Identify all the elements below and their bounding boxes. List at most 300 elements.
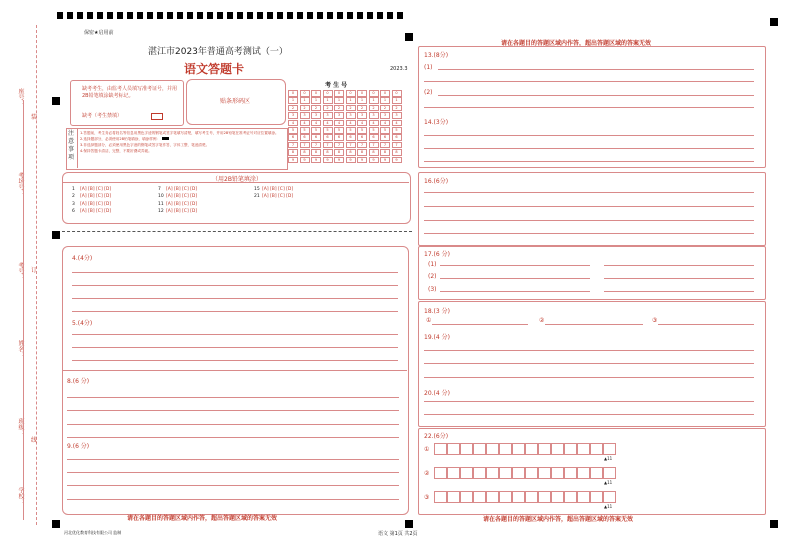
exam-digit-bubble[interactable]: 5 [369, 127, 379, 134]
right-warning-top: 请在各题目的答题区域内作答，超出答题区域的答案无效 [501, 40, 652, 47]
timing-mark [367, 12, 373, 19]
exam-digit-bubble[interactable]: 9 [334, 157, 344, 164]
writing-line[interactable] [72, 272, 398, 273]
exam-digit-bubble[interactable]: 2 [334, 105, 344, 112]
exam-digit-bubble[interactable]: 3 [288, 112, 298, 119]
choice-number: 11 [158, 201, 164, 207]
exam-digit-bubble[interactable]: 9 [323, 157, 333, 164]
exam-digit-bubble[interactable]: 8 [334, 149, 344, 156]
writing-line[interactable] [424, 161, 754, 162]
exam-digit-bubble[interactable]: 5 [357, 127, 367, 134]
writing-line[interactable] [72, 285, 398, 286]
choice-number: 1 [72, 187, 75, 192]
choice-number: 21 [254, 194, 260, 200]
publisher: 河北优化教育科技有限公司 监制 [64, 530, 122, 535]
grid-cell[interactable] [434, 443, 447, 455]
timing-mark [87, 12, 93, 19]
grid-cell[interactable] [460, 443, 473, 455]
notice-item-2: 2.选择题部分，必须使用2B铅笔填涂，填涂样例： [80, 136, 284, 142]
registration-mark [52, 520, 60, 528]
exam-digit-bubble[interactable]: 0 [300, 90, 310, 97]
question-19-label: 19.(4 分) [424, 334, 450, 341]
grid-cell[interactable] [499, 443, 512, 455]
exam-digit-bubble[interactable]: 3 [300, 112, 310, 119]
exam-digit-bubble[interactable]: 1 [357, 97, 367, 104]
exam-digit-bubble[interactable]: 4 [288, 120, 298, 127]
exam-digit-bubble[interactable]: 2 [369, 105, 379, 112]
timing-mark [377, 12, 383, 19]
exam-digit-bubble[interactable]: 1 [369, 97, 379, 104]
grid-cell[interactable] [564, 491, 577, 503]
absent-note: 缺考考生，由监考人员填写准考证号，并用2B铅笔填涂缺考标记。 [82, 86, 178, 99]
exam-digit-bubble[interactable]: 1 [323, 97, 333, 104]
grid-cell[interactable] [434, 491, 447, 503]
exam-number-label: 考 生 号 [325, 82, 348, 89]
timing-mark [157, 12, 163, 19]
registration-mark [52, 97, 60, 105]
question-13-part-2: (2) [424, 89, 433, 96]
writing-line[interactable] [440, 278, 590, 279]
choice-options[interactable]: [A] [B] [C] [D] [80, 194, 112, 200]
exam-digit-bubble[interactable]: 5 [311, 127, 321, 134]
exam-digit-bubble[interactable]: 1 [288, 97, 298, 104]
grid-cell[interactable] [473, 443, 486, 455]
choice-options[interactable]: [A] [B] [C] [D] [80, 187, 112, 192]
grid-cell[interactable] [486, 443, 499, 455]
seal-char-ding: 订 [31, 267, 38, 274]
exam-digit-bubble[interactable]: 8 [300, 149, 310, 156]
exam-digit-bubble[interactable]: 5 [323, 127, 333, 134]
exam-digit-bubble[interactable]: 3 [346, 112, 356, 119]
writing-line[interactable] [67, 499, 399, 500]
answer-box-16 [418, 172, 766, 246]
question-18-part-1: ① [426, 317, 432, 324]
grid-cell[interactable] [499, 491, 512, 503]
writing-line[interactable] [424, 414, 754, 415]
timing-mark [307, 12, 313, 19]
choice-row[interactable] [72, 194, 111, 199]
exam-digit-bubble[interactable]: 0 [346, 90, 356, 97]
exam-digit-bubble[interactable]: 4 [311, 120, 321, 127]
choice-options[interactable]: [A] [B] [C] [D] [80, 208, 112, 214]
grid-cell[interactable] [577, 443, 590, 455]
writing-line[interactable] [67, 424, 399, 425]
timing-mark [97, 12, 103, 19]
choice-row[interactable] [72, 187, 111, 192]
exam-digit-bubble[interactable]: 3 [323, 112, 333, 119]
timing-mark [107, 12, 113, 19]
writing-line[interactable] [604, 265, 754, 266]
exam-digit-bubble[interactable]: 1 [334, 97, 344, 104]
exam-digit-bubble[interactable]: 3 [311, 112, 321, 119]
question-9-label: 9.(6 分) [67, 443, 90, 450]
exam-digit-bubble[interactable]: 4 [300, 120, 310, 127]
writing-line[interactable] [72, 334, 398, 335]
exam-digit-bubble[interactable]: 6 [323, 134, 333, 141]
answer-box-18-20 [418, 301, 766, 427]
question-17-part-1: (1) [428, 261, 437, 268]
exam-digit-bubble[interactable]: 7 [323, 142, 333, 149]
grid-cell[interactable] [564, 467, 577, 479]
choice-row[interactable] [158, 194, 197, 199]
exam-digit-bubble[interactable]: 7 [300, 142, 310, 149]
seal-char-zhuang: 装 [31, 114, 38, 121]
question-5-label: 5.(4分) [72, 320, 93, 327]
grid-cell[interactable] [603, 443, 616, 455]
choice-number: 12 [158, 208, 164, 214]
timing-mark [267, 12, 273, 19]
binding-line [36, 25, 37, 525]
question-22-row-2: ② [424, 470, 430, 477]
exam-digit-bubble[interactable]: 8 [357, 149, 367, 156]
exam-digit-bubble[interactable]: 7 [288, 142, 298, 149]
exam-digit-bubble[interactable]: 4 [357, 120, 367, 127]
exam-digit-bubble[interactable]: 0 [311, 90, 321, 97]
question-22-row-3: ③ [424, 494, 430, 501]
choice-row[interactable] [254, 194, 293, 199]
exam-digit-bubble[interactable]: 5 [380, 127, 390, 134]
choice-options[interactable]: [A] [B] [C] [D] [262, 187, 294, 192]
notice-title: 注意事项 [68, 130, 75, 161]
choice-row[interactable] [158, 209, 197, 214]
binding-label-exam-id: 考号： [17, 262, 24, 280]
exam-digit-bubble[interactable]: 4 [346, 120, 356, 127]
timing-mark [77, 12, 83, 19]
exam-digit-bubble[interactable]: 3 [380, 112, 390, 119]
writing-line[interactable] [438, 95, 754, 96]
grid-cell[interactable] [577, 491, 590, 503]
writing-line[interactable] [604, 278, 754, 279]
question-17-part-2: (2) [428, 273, 437, 280]
exam-digit-bubble[interactable]: 9 [311, 157, 321, 164]
registration-mark [52, 231, 60, 239]
exam-digit-bubble[interactable]: 9 [357, 157, 367, 164]
writing-line[interactable] [424, 135, 754, 136]
exam-digit-bubble[interactable]: 2 [311, 105, 321, 112]
choice-options[interactable]: [A] [B] [C] [D] [166, 194, 198, 200]
grid-cell[interactable] [551, 491, 564, 503]
exam-digit-bubble[interactable]: 2 [380, 105, 390, 112]
timing-mark [127, 12, 133, 19]
grid-cell[interactable] [538, 443, 551, 455]
grid-cell[interactable] [473, 467, 486, 479]
writing-line[interactable] [424, 363, 754, 364]
writing-line[interactable] [424, 192, 754, 193]
exam-digit-bubble[interactable]: 6 [300, 134, 310, 141]
grid-cell[interactable] [447, 467, 460, 479]
timing-mark [397, 12, 403, 19]
timing-mark [247, 12, 253, 19]
timing-mark [237, 12, 243, 19]
notice-item-1: 1.答题前，考生务必将姓名等信息用黑色字迹的钢笔或签字笔填写清楚，填写考生号，并用2B铅笔在准考证号对应位置填涂。 [80, 131, 279, 135]
grid-cell[interactable] [564, 443, 577, 455]
grid-cell[interactable] [512, 467, 525, 479]
choice-options[interactable]: [A] [B] [C] [D] [166, 187, 198, 192]
exam-digit-bubble[interactable]: 3 [334, 112, 344, 119]
question-22-row-1: ① [424, 446, 430, 453]
notice-item-4: 4.保持答题卡清洁，完整，不要折叠或弄破。 [80, 149, 152, 153]
exam-digit-bubble[interactable]: 1 [392, 97, 402, 104]
choice-options[interactable]: [A] [B] [C] [D] [166, 208, 198, 214]
grid-cell[interactable] [525, 467, 538, 479]
choice-number: 15 [254, 187, 260, 192]
writing-line[interactable] [72, 347, 398, 348]
writing-line[interactable] [604, 291, 754, 292]
grid-cell[interactable] [603, 467, 616, 479]
exam-digit-bubble[interactable]: 8 [323, 149, 333, 156]
exam-digit-bubble[interactable]: 8 [369, 149, 379, 156]
divider [62, 370, 407, 371]
writing-line[interactable] [67, 485, 399, 486]
footer-warning-right: 请在各题目的答题区域内作答，超出答题区域的答案无效 [483, 516, 634, 523]
writing-line[interactable] [424, 206, 754, 207]
exam-digit-bubble[interactable]: 2 [346, 105, 356, 112]
grid-cell[interactable] [551, 467, 564, 479]
grid-cell[interactable] [590, 491, 603, 503]
binding-label-class: 班级： [17, 418, 24, 436]
exam-digit-bubble[interactable]: 2 [300, 105, 310, 112]
writing-line[interactable] [424, 107, 754, 108]
timing-mark [347, 12, 353, 19]
grid-cell[interactable] [525, 443, 538, 455]
timing-mark [57, 12, 63, 19]
exam-digit-bubble[interactable]: 1 [300, 97, 310, 104]
exam-digit-bubble[interactable]: 9 [288, 157, 298, 164]
exam-digit-bubble[interactable]: 3 [357, 112, 367, 119]
grid-cell[interactable] [512, 491, 525, 503]
exam-digit-bubble[interactable]: 0 [334, 90, 344, 97]
choice-row[interactable] [254, 187, 293, 192]
choice-items [72, 187, 402, 219]
exam-digit-bubble[interactable]: 4 [369, 120, 379, 127]
exam-digit-bubble[interactable]: 1 [311, 97, 321, 104]
choice-row[interactable] [72, 202, 111, 207]
grid-count-3: ▲11 [604, 504, 613, 509]
exam-digit-bubble[interactable]: 9 [346, 157, 356, 164]
grid-cell[interactable] [538, 491, 551, 503]
choice-number: 6 [72, 208, 75, 214]
exam-digit-bubble[interactable]: 2 [392, 105, 402, 112]
grid-count-1: ▲11 [604, 456, 613, 461]
grid-cell[interactable] [551, 443, 564, 455]
exam-digit-bubble[interactable]: 4 [392, 120, 402, 127]
exam-digit-bubble[interactable]: 0 [357, 90, 367, 97]
grid-cell[interactable] [499, 467, 512, 479]
exam-digit-bubble[interactable]: 4 [334, 120, 344, 127]
timing-mark [297, 12, 303, 19]
writing-line[interactable] [438, 69, 754, 70]
answer-box-left [62, 246, 409, 515]
question-18-part-2: ② [539, 317, 545, 324]
choice-options[interactable]: [A] [B] [C] [D] [262, 194, 294, 200]
choice-number: 3 [72, 201, 75, 207]
writing-line[interactable] [67, 410, 399, 411]
timing-mark [277, 12, 283, 19]
exam-digit-bubble[interactable]: 9 [380, 157, 390, 164]
exam-digit-bubble[interactable]: 1 [380, 97, 390, 104]
question-17-label: 17.(6 分) [424, 251, 450, 258]
question-18-label: 18.(3 分) [424, 308, 450, 315]
exam-digit-bubble[interactable]: 5 [392, 127, 402, 134]
exam-digit-bubble[interactable]: 6 [311, 134, 321, 141]
timing-mark [287, 12, 293, 19]
grid-cell[interactable] [577, 467, 590, 479]
writing-line[interactable] [72, 311, 398, 312]
grid-cell[interactable] [447, 491, 460, 503]
page-number: 语文 第1页 共2页 [378, 531, 418, 537]
grid-cell[interactable] [590, 443, 603, 455]
timing-mark [387, 12, 393, 19]
exam-number-grid[interactable] [288, 90, 406, 166]
footer-warning-left: 请在各题目的答题区域内作答，超出答题区域的答案无效 [127, 515, 278, 522]
writing-line[interactable] [67, 472, 399, 473]
exam-digit-bubble[interactable]: 4 [380, 120, 390, 127]
writing-line[interactable] [67, 397, 399, 398]
choice-row[interactable] [72, 209, 111, 214]
exam-digit-bubble[interactable]: 6 [392, 134, 402, 141]
exam-digit-bubble[interactable]: 4 [323, 120, 333, 127]
grid-cell[interactable] [603, 491, 616, 503]
exam-digit-bubble[interactable]: 9 [392, 157, 402, 164]
binding-label-room: 考场号： [17, 172, 24, 196]
exam-digit-bubble[interactable]: 6 [357, 134, 367, 141]
exam-digit-bubble[interactable]: 8 [346, 149, 356, 156]
exam-digit-bubble[interactable]: 5 [288, 127, 298, 134]
exam-digit-bubble[interactable]: 6 [334, 134, 344, 141]
exam-digit-bubble[interactable]: 7 [369, 142, 379, 149]
writing-line[interactable] [72, 298, 398, 299]
writing-line[interactable] [67, 459, 399, 460]
question-17-part-3: (3) [428, 286, 437, 293]
exam-digit-bubble[interactable]: 3 [392, 112, 402, 119]
exam-digit-bubble[interactable]: 6 [369, 134, 379, 141]
exam-digit-bubble[interactable]: 0 [288, 90, 298, 97]
timing-mark [147, 12, 153, 19]
question-8-label: 8.(6 分) [67, 378, 90, 385]
registration-mark [405, 33, 413, 41]
exam-digit-bubble[interactable]: 7 [380, 142, 390, 149]
exam-digit-bubble[interactable]: 8 [288, 149, 298, 156]
grid-cell[interactable] [590, 467, 603, 479]
timing-mark [357, 12, 363, 19]
writing-line[interactable] [67, 437, 399, 438]
exam-digit-bubble[interactable]: 8 [311, 149, 321, 156]
choice-row[interactable] [158, 187, 197, 192]
choice-options[interactable]: [A] [B] [C] [D] [80, 201, 112, 207]
writing-line[interactable] [432, 324, 528, 325]
grid-cell[interactable] [460, 491, 473, 503]
seal-char-line: 线 [31, 437, 38, 444]
choice-options[interactable]: [A] [B] [C] [D] [166, 201, 198, 207]
choice-title: （用2B铅笔填涂） [212, 176, 262, 183]
exam-digit-bubble[interactable]: 8 [380, 149, 390, 156]
question-22-label: 22.(6分) [424, 433, 449, 440]
exam-digit-bubble[interactable]: 0 [392, 90, 402, 97]
writing-line[interactable] [424, 377, 754, 378]
question-4-label: 4.(4分) [72, 255, 93, 262]
writing-line[interactable] [440, 291, 590, 292]
writing-line[interactable] [424, 220, 754, 221]
exam-digit-bubble[interactable]: 2 [323, 105, 333, 112]
question-13-label: 13.(8分) [424, 52, 449, 59]
exam-digit-bubble[interactable]: 9 [300, 157, 310, 164]
writing-line[interactable] [424, 148, 754, 149]
registration-mark [770, 520, 778, 528]
grid-cell[interactable] [460, 467, 473, 479]
exam-date: 2023.3 [390, 66, 408, 72]
timing-mark [207, 12, 213, 19]
exam-digit-bubble[interactable]: 6 [346, 134, 356, 141]
binding-label-seat: 座号： [17, 88, 24, 106]
exam-digit-bubble[interactable]: 7 [357, 142, 367, 149]
registration-mark [770, 18, 778, 26]
exam-digit-bubble[interactable]: 9 [369, 157, 379, 164]
binding-label-school: 学校： [17, 487, 24, 505]
exam-digit-bubble[interactable]: 6 [380, 134, 390, 141]
grid-cell[interactable] [434, 467, 447, 479]
grid-cell[interactable] [538, 467, 551, 479]
barcode-label: 贴条形码区 [220, 98, 251, 105]
exam-digit-bubble[interactable]: 3 [369, 112, 379, 119]
timing-mark [257, 12, 263, 19]
exam-digit-bubble[interactable]: 6 [288, 134, 298, 141]
grid-count-2: ▲11 [604, 480, 613, 485]
question-20-label: 20.(4 分) [424, 390, 450, 397]
writing-line[interactable] [440, 265, 590, 266]
exam-digit-bubble[interactable]: 7 [334, 142, 344, 149]
exam-digit-bubble[interactable]: 0 [380, 90, 390, 97]
exam-digit-bubble[interactable]: 7 [346, 142, 356, 149]
grid-cell[interactable] [473, 491, 486, 503]
writing-line[interactable] [424, 233, 754, 234]
grid-cell[interactable] [486, 491, 499, 503]
secret-label: 保密★启用前 [84, 30, 114, 36]
binding-label-name: 姓名： [17, 340, 24, 358]
cut-line [62, 231, 412, 232]
grid-cell[interactable] [447, 443, 460, 455]
grid-cell[interactable] [486, 467, 499, 479]
exam-title: 湛江市2023年普通高考测试（一） [148, 47, 288, 57]
choice-row[interactable] [158, 202, 197, 207]
writing-line[interactable] [72, 360, 398, 361]
exam-digit-bubble[interactable]: 0 [369, 90, 379, 97]
grid-cell[interactable] [512, 443, 525, 455]
exam-digit-bubble[interactable]: 7 [392, 142, 402, 149]
writing-line[interactable] [424, 350, 754, 351]
writing-line[interactable] [424, 401, 754, 402]
timing-mark [177, 12, 183, 19]
exam-digit-bubble[interactable]: 8 [392, 149, 402, 156]
writing-line[interactable] [545, 324, 643, 325]
timing-mark [197, 12, 203, 19]
exam-digit-bubble[interactable]: 2 [357, 105, 367, 112]
exam-digit-bubble[interactable]: 1 [346, 97, 356, 104]
exam-digit-bubble[interactable]: 5 [346, 127, 356, 134]
exam-digit-bubble[interactable]: 2 [288, 105, 298, 112]
writing-line[interactable] [424, 81, 754, 82]
timing-mark [137, 12, 143, 19]
writing-line[interactable] [658, 324, 754, 325]
exam-digit-bubble[interactable]: 7 [311, 142, 321, 149]
question-14-label: 14.(3分) [424, 119, 449, 126]
absent-checkbox[interactable] [151, 113, 163, 120]
exam-digit-bubble[interactable]: 0 [323, 90, 333, 97]
grid-cell[interactable] [525, 491, 538, 503]
exam-digit-bubble[interactable]: 5 [300, 127, 310, 134]
question-13-part-1: (1) [424, 64, 433, 71]
timing-mark [217, 12, 223, 19]
exam-digit-bubble[interactable]: 5 [334, 127, 344, 134]
